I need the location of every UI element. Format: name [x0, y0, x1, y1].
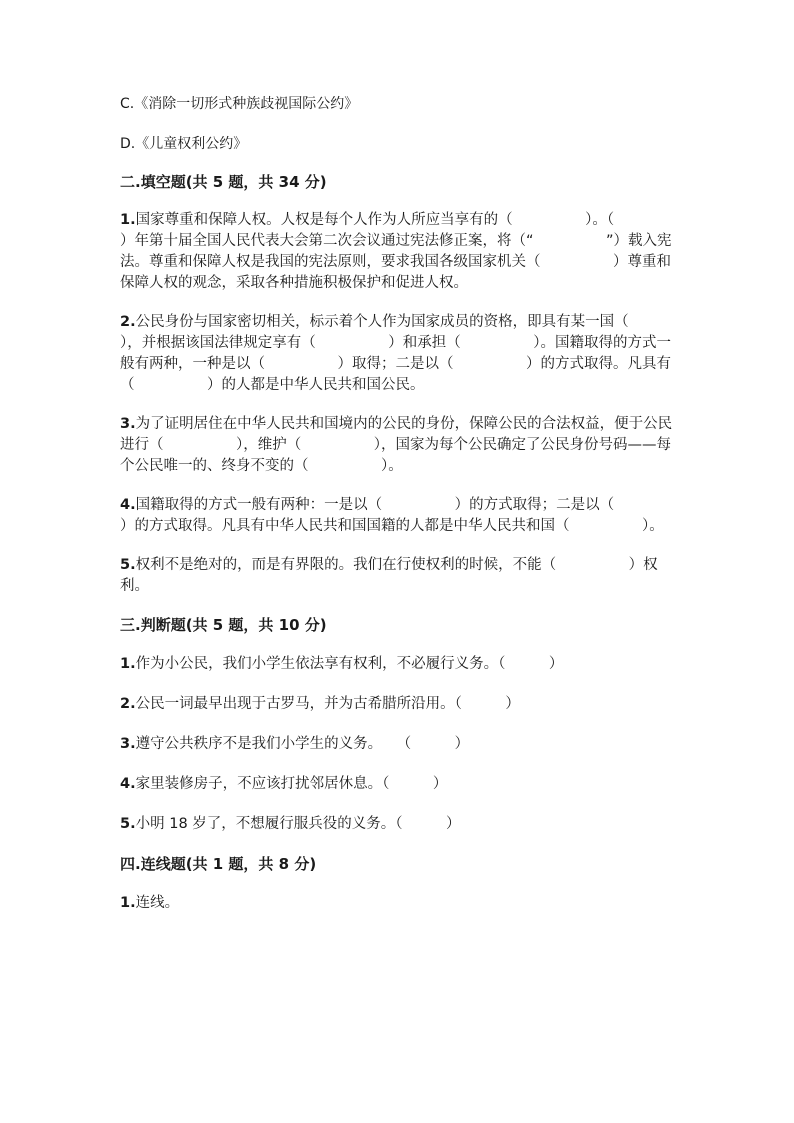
question-number: 5. [120, 816, 136, 832]
fill-question-1 [120, 210, 687, 294]
judge-question-5 [120, 814, 678, 835]
question-number: 5. [120, 557, 136, 573]
fill-question-2 [120, 312, 702, 396]
match-question-1 [120, 893, 678, 914]
section-title-judge: 三.判断题(共 5 题，共 10 分) [120, 616, 327, 634]
fill-question-4 [120, 495, 687, 537]
question-text: 小明 18 岁了，不想履行服兵役的义务。（ ） [135, 816, 461, 832]
worksheet-page [120, 94, 702, 914]
question-number: 2. [120, 696, 136, 712]
question-text: 权利不是绝对的，而是有界限的。我们在行使权利的时候，不能（ ）权利。 [120, 557, 658, 594]
question-number: 1. [120, 895, 136, 911]
question-text: 公民身份与国家密切相关，标示着个人作为国家成员的资格，即具有某一国（ ），并根据该国法律规定享有（ ）和承担（ ）。国籍取得的方式一般有两种，一种是以（ ）取得；二是以（ ）的方式取得。凡具有（ ）的人都是中华人民共和国公民。 [120, 314, 702, 393]
question-text: 连线。 [135, 895, 180, 911]
question-number: 4. [120, 497, 136, 513]
option-c: C.《消除一切形式种族歧视国际公约》 [120, 96, 359, 112]
question-text: 国家尊重和保障人权。人权是每个人作为人所应当享有的（ ）。（ ）年第十届全国人民代表大会第二次会议通过宪法修正案，将（“ ”）载入宪法。尊重和保障人权是我国的宪法原则，要求我国各级国家机关（ ）尊重和保障人权的观念，采取各种措施积极保护和促进人权。 [120, 212, 687, 291]
question-number: 1. [120, 212, 136, 228]
section-title-fill: 二.填空题(共 5 题，共 34 分) [120, 173, 327, 191]
fill-question-5 [120, 555, 678, 597]
option-d: D.《儿童权利公约》 [120, 136, 248, 152]
question-text: 遵守公共秩序不是我们小学生的义务。 （ ） [135, 736, 470, 752]
question-text: 家里装修房子，不应该打扰邻居休息。（ ） [135, 776, 448, 792]
judge-question-1 [120, 654, 678, 675]
question-number: 2. [120, 314, 136, 330]
question-text: 为了证明居住在中华人民共和国境内的公民的身份，保障公民的合法权益，便于公民进行（ ），维护（ ），国家为每个公民确定了公民身份号码——每个公民唯一的、终身不变的（ ）。 [120, 416, 673, 474]
fill-question-3 [120, 414, 678, 477]
judge-question-3 [120, 734, 678, 755]
question-number: 3. [120, 416, 136, 432]
question-number: 3. [120, 736, 136, 752]
question-text: 作为小公民，我们小学生依法享有权利，不必履行义务。（ ） [135, 656, 564, 672]
judge-question-2 [120, 694, 678, 715]
section-title-match: 四.连线题(共 1 题，共 8 分) [120, 855, 317, 873]
question-text: 国籍取得的方式一般有两种：一是以（ ）的方式取得；二是以（ ）的方式取得。凡具有中华人民共和国国籍的人都是中华人民共和国（ ）。 [120, 497, 687, 534]
judge-question-4 [120, 774, 678, 795]
question-text: 公民一词最早出现于古罗马，并为古希腊所沿用。（ ） [135, 696, 520, 712]
question-number: 4. [120, 776, 136, 792]
question-number: 1. [120, 656, 136, 672]
